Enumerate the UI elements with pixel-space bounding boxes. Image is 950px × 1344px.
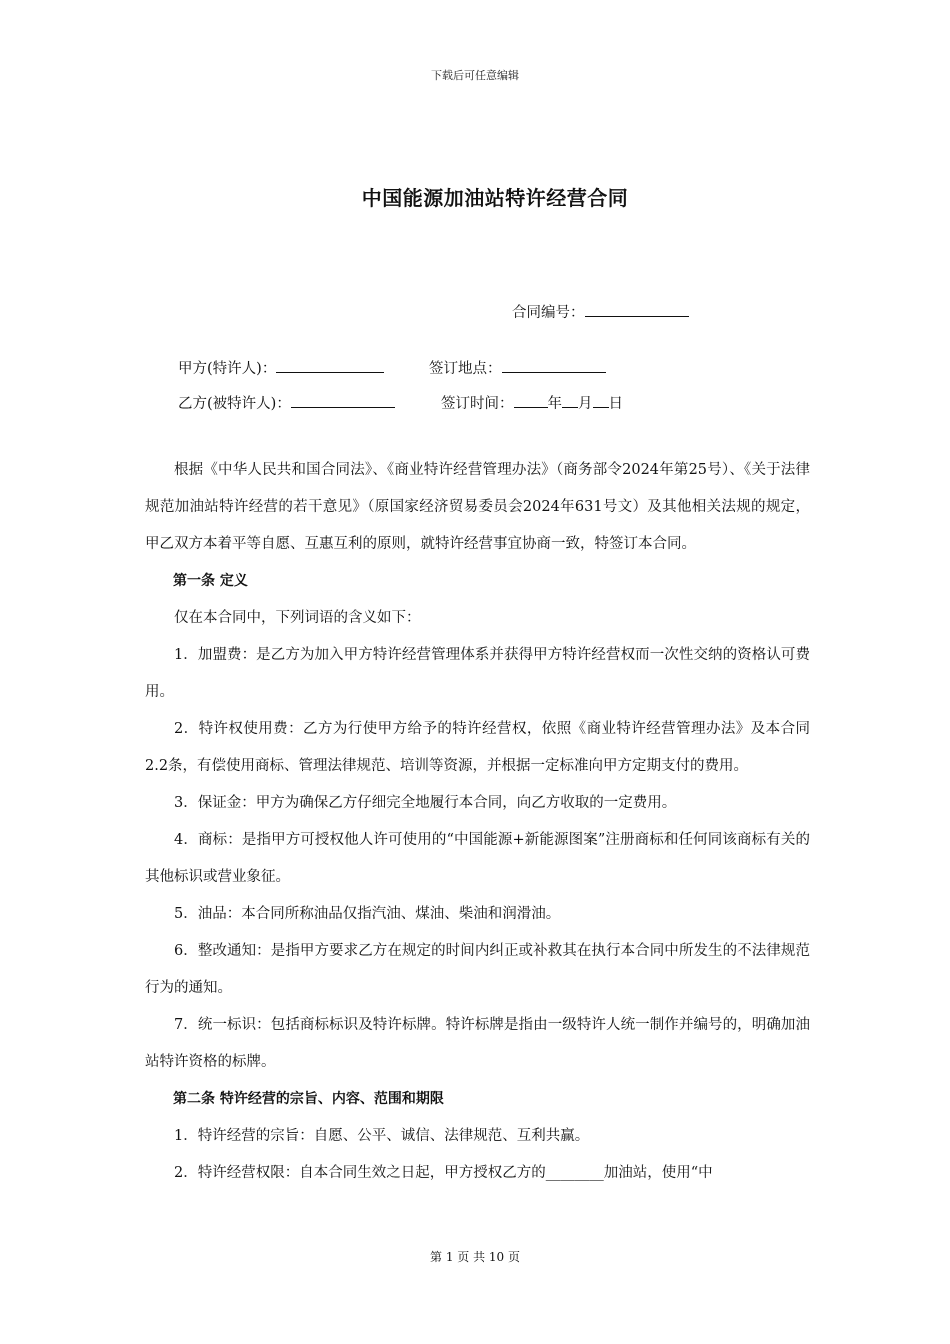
definition-item: 4．商标：是指甲方可授权他人许可使用的“中国能源+新能源图案”注册商标和任何同该商标有关的其他标识或营业象征。 bbox=[145, 832, 810, 885]
party-a-row bbox=[178, 358, 384, 379]
article-2-item-2 bbox=[145, 1155, 810, 1192]
article-2-item-2-suffix: 加油站，使用“中 bbox=[603, 1165, 713, 1181]
contract-number-row bbox=[512, 302, 689, 323]
day-label: 日 bbox=[608, 396, 623, 412]
definition-item: 1．加盟费：是乙方为加入甲方特许经营管理体系并获得甲方特许经营权而一次性交纳的资格认可费用。 bbox=[145, 647, 810, 700]
preamble-paragraph: 根据《中华人民共和国合同法》、《商业特许经营管理办法》（商务部令2024年第25号）、《关于法律规范加油站特许经营的若干意见》（原国家经济贸易委员会2024年631号文）及其他相关法规的规定，甲乙双方本着平等自愿、互惠互利的原则，就特许经营事宜协商一致，特签订本合同。 bbox=[145, 462, 810, 552]
party-b-label: 乙方(被特许人)： bbox=[178, 396, 291, 412]
party-a-label: 甲方(特许人)： bbox=[178, 361, 277, 377]
article-2-item-1: 1．特许经营的宗旨：自愿、公平、诚信、法律规范、互利共赢。 bbox=[174, 1128, 590, 1144]
article-2-heading: 第二条 特许经营的宗旨、内容、范围和期限 bbox=[173, 1091, 444, 1107]
month-label: 月 bbox=[578, 396, 593, 412]
sign-place-blank bbox=[502, 358, 606, 373]
contract-number-blank bbox=[585, 302, 689, 317]
party-b-row bbox=[178, 393, 395, 414]
definition-item: 5．油品：本合同所称油品仅指汽油、煤油、柴油和润滑油。 bbox=[174, 906, 561, 922]
month-blank bbox=[562, 393, 578, 408]
definition-item: 3．保证金：甲方为确保乙方仔细完全地履行本合同，向乙方收取的一定费用。 bbox=[174, 795, 677, 811]
contract-number-label: 合同编号： bbox=[512, 305, 585, 321]
year-label: 年 bbox=[547, 396, 562, 412]
article-1-heading: 第一条 定义 bbox=[173, 573, 248, 589]
sign-place-label: 签订地点： bbox=[429, 361, 502, 377]
day-blank bbox=[593, 393, 609, 408]
article-2-item-2-prefix: 2．特许经营权限：自本合同生效之日起，甲方授权乙方的 bbox=[174, 1165, 546, 1181]
definition-item: 2．特许权使用费：乙方为行使甲方给予的特许经营权，依照《商业特许经营管理办法》及本合同2.2条，有偿使用商标、管理法律规范、培训等资源，并根据一定标准向甲方定期支付的费用。 bbox=[145, 721, 810, 774]
article-1-intro: 仅在本合同中，下列词语的含义如下： bbox=[174, 610, 421, 626]
year-blank bbox=[514, 393, 548, 408]
contract-body bbox=[145, 452, 810, 1192]
download-note: 下载后可任意编辑 bbox=[431, 69, 519, 82]
sign-place-row bbox=[429, 358, 606, 379]
station-name-blank: ________ bbox=[545, 1165, 604, 1181]
party-a-blank bbox=[276, 358, 384, 373]
document-title: 中国能源加油站特许经营合同 bbox=[361, 186, 629, 210]
party-b-blank bbox=[291, 393, 395, 408]
sign-time-row bbox=[441, 393, 623, 414]
page-number: 第 1 页 共 10 页 bbox=[430, 1250, 520, 1264]
sign-time-label: 签订时间： bbox=[441, 396, 514, 412]
definition-item: 7．统一标识：包括商标标识及特许标牌。特许标牌是指由一级特许人统一制作并编号的，明确加油站特许资格的标牌。 bbox=[145, 1017, 810, 1070]
definition-item: 6．整改通知：是指甲方要求乙方在规定的时间内纠正或补救其在执行本合同中所发生的不法律规范行为的通知。 bbox=[145, 943, 810, 996]
